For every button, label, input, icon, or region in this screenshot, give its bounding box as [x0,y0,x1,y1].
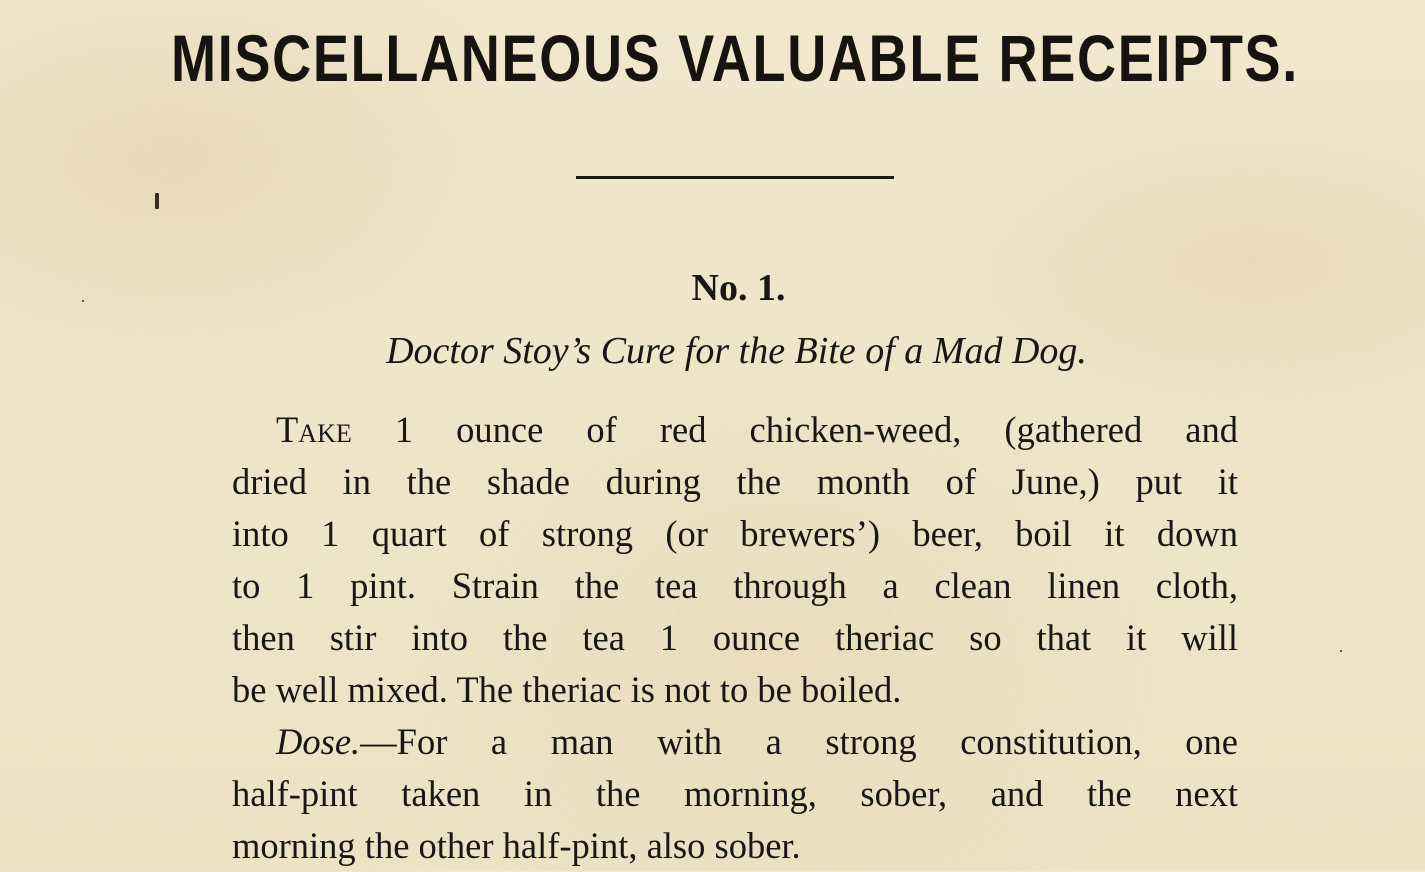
text-line: morning the other half-pint, also sober. [232,825,801,866]
paper-speck [155,193,159,209]
paper-speck [82,300,84,302]
horizontal-rule [576,176,894,179]
text-line: dried in the shade during the month of June,) put it [232,461,1238,502]
text-line: half-pint taken in the morning, sober, and the next [232,773,1238,814]
text-line [232,716,1238,768]
dose-paragraph [232,716,1238,872]
line-text: —For a man with a strong constitution, one [360,721,1238,762]
recipe-instructions-paragraph [232,404,1238,716]
text-line: to 1 pint. Strain the tea through a clean linen cloth, [232,565,1238,606]
text-line: then stir into the tea 1 ounce theriac so that it will [232,617,1238,658]
page-heading: MISCELLANEOUS VALUABLE RECEIPTS. [171,21,1299,95]
text-line [232,404,1238,456]
line-text: 1 ounce of red chicken-weed, (gathered and [351,409,1238,450]
paper-speck [1340,650,1342,652]
recipe-title: Doctor Stoy’s Cure for the Bite of a Mad Dog. [386,330,1087,372]
dose-label: Dose. [276,721,361,762]
recipe-number: No. 1. [691,267,786,309]
text-line: into 1 quart of strong (or brewers’) beer, boil it down [232,513,1238,554]
text-line: be well mixed. The theriac is not to be boiled. [232,669,902,710]
lead-word: Take [276,409,352,450]
